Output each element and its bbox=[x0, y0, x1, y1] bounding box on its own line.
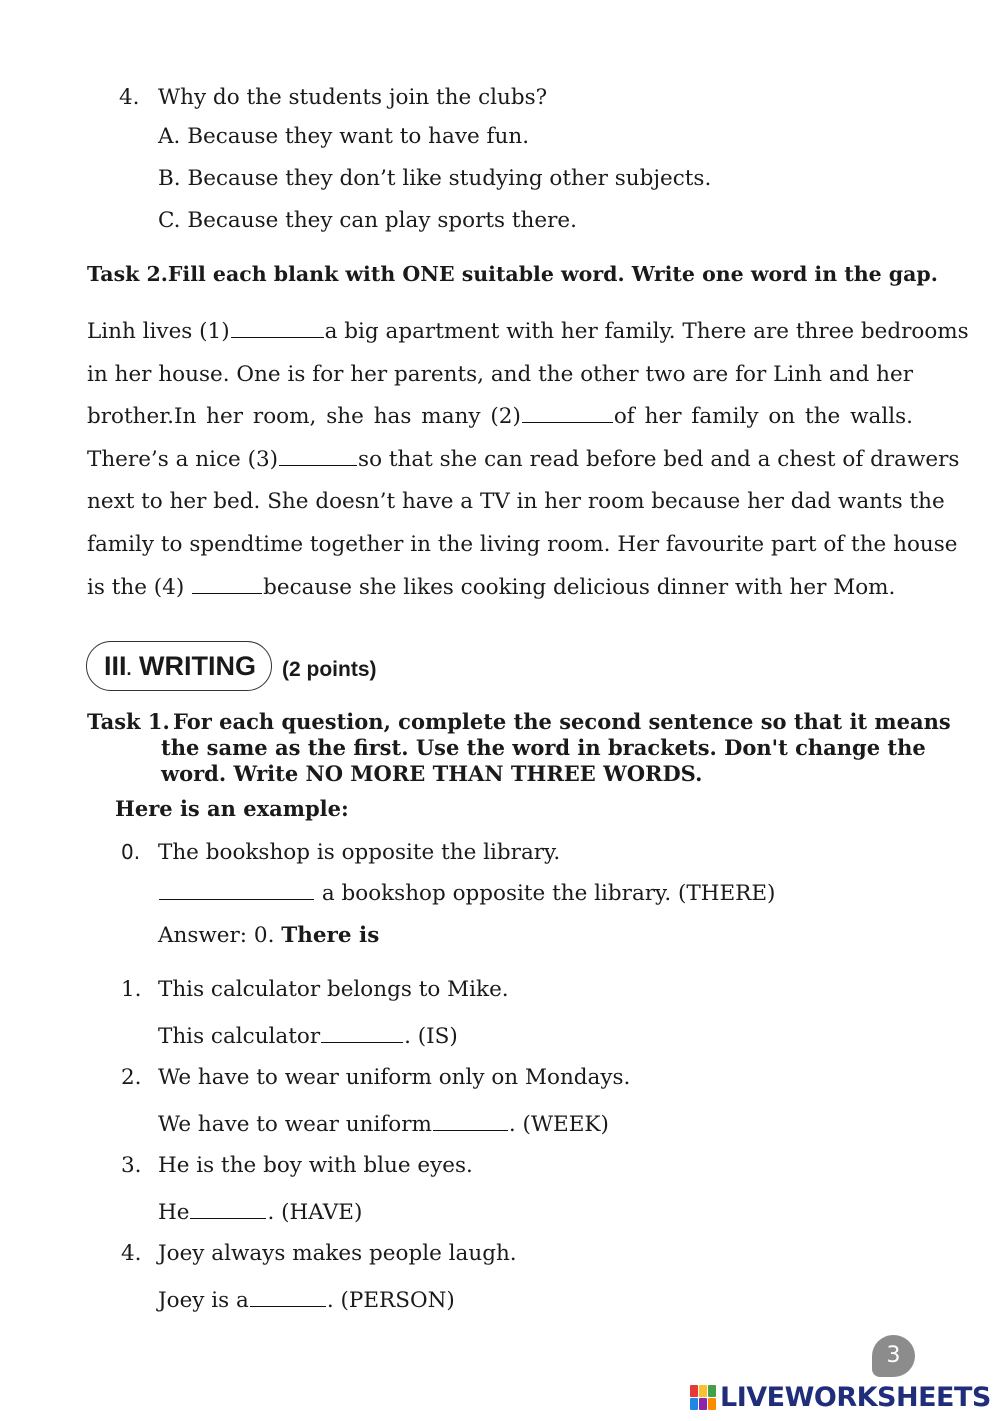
item-sentence: Joey always makes people laugh. bbox=[158, 1241, 517, 1266]
passage-line: next to her bed. She doesn’t have a TV in her room because her dad wants the bbox=[87, 489, 945, 515]
passage-line: in her house. One is for her parents, and the other two are for Linh and her bbox=[87, 361, 913, 387]
gap-4-input[interactable] bbox=[192, 575, 262, 594]
section-heading-writing: III. WRITING bbox=[86, 641, 272, 691]
example-blank bbox=[159, 881, 314, 900]
option-b[interactable]: B. Because they don’t like studying other subjects. bbox=[158, 166, 712, 191]
task1-label: Task 1. bbox=[87, 709, 170, 734]
passage-line: Linh lives (1) a big apartment with her family. There are three bedrooms bbox=[87, 319, 969, 344]
example-heading: Here is an example: bbox=[115, 796, 349, 821]
item-rewrite: He . (HAVE) bbox=[158, 1200, 363, 1225]
logo-cell bbox=[708, 1398, 716, 1410]
item-rewrite: Joey is a . (PERSON) bbox=[158, 1288, 455, 1313]
gap-3-input[interactable] bbox=[279, 447, 357, 466]
gap-2-input[interactable] bbox=[522, 404, 613, 423]
item-rewrite: We have to wear uniform . (WEEK) bbox=[158, 1112, 609, 1137]
task2-title: Task 2.Fill each blank with ONE suitable word. Write one word in the gap. bbox=[87, 262, 938, 286]
brand-name: LIVEWORKSHEETS bbox=[720, 1381, 991, 1413]
liveworksheets-logo bbox=[690, 1380, 991, 1414]
passage-line: is the (4) because she likes cooking delicious dinner with her Mom. bbox=[87, 574, 896, 600]
item-rewrite: This calculator . (IS) bbox=[158, 1024, 458, 1049]
question-number: 4. bbox=[119, 85, 140, 110]
logo-cell bbox=[699, 1398, 707, 1410]
item-sentence: This calculator belongs to Mike. bbox=[158, 977, 509, 1002]
logo-grid-icon bbox=[690, 1385, 716, 1410]
answer-4-input[interactable] bbox=[250, 1288, 326, 1307]
passage-line: family to spendtime together in the living room. Her favourite part of the house bbox=[87, 531, 958, 557]
logo-cell bbox=[690, 1398, 698, 1410]
example-sentence: The bookshop is opposite the library. bbox=[158, 840, 561, 865]
item-number: 1. bbox=[121, 977, 142, 1002]
example-rewrite: a bookshop opposite the library. (THERE) bbox=[158, 881, 775, 905]
option-c[interactable]: C. Because they can play sports there. bbox=[158, 208, 577, 233]
task1-instruction-line: word. Write NO MORE THAN THREE WORDS. bbox=[161, 761, 703, 786]
passage-line: There’s a nice (3) so that she can read before bed and a chest of drawers bbox=[87, 446, 960, 472]
item-sentence: We have to wear uniform only on Mondays. bbox=[158, 1065, 631, 1090]
item-sentence: He is the boy with blue eyes. bbox=[158, 1153, 473, 1178]
logo-cell bbox=[708, 1385, 716, 1397]
logo-cell bbox=[699, 1385, 707, 1397]
gap-1-input[interactable] bbox=[231, 319, 324, 338]
item-number: 4. bbox=[121, 1241, 142, 1266]
section-points: (2 points) bbox=[282, 658, 377, 681]
example-number: 0. bbox=[121, 840, 141, 864]
question-text: Why do the students join the clubs? bbox=[158, 85, 548, 110]
example-answer: Answer: 0. There is bbox=[158, 923, 380, 948]
logo-cell bbox=[690, 1385, 698, 1397]
page-number: 3 bbox=[872, 1335, 915, 1377]
item-number: 3. bbox=[121, 1153, 142, 1178]
task2-passage bbox=[87, 311, 969, 609]
task1-instruction-line: For each question, complete the second sentence so that it means bbox=[173, 709, 951, 734]
item-number: 2. bbox=[121, 1065, 142, 1090]
answer-1-input[interactable] bbox=[321, 1024, 403, 1043]
passage-line: brother.In her room, she has many (2) of her family on the walls. bbox=[87, 404, 913, 430]
option-a[interactable]: A. Because they want to have fun. bbox=[158, 124, 530, 149]
task1-instruction-line: the same as the first. Use the word in brackets. Don't change the bbox=[161, 735, 926, 760]
answer-3-input[interactable] bbox=[190, 1200, 266, 1219]
answer-2-input[interactable] bbox=[433, 1112, 508, 1131]
